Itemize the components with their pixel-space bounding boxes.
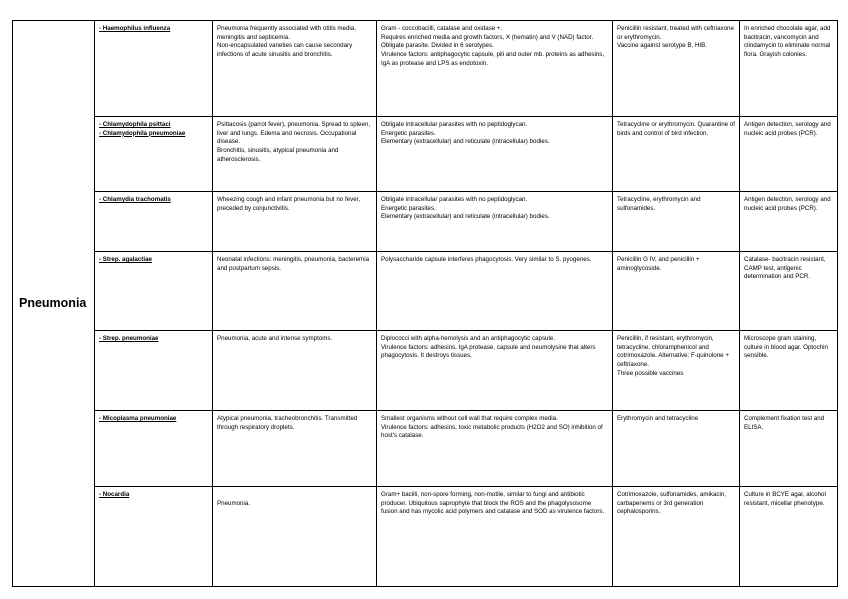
table-row: [13, 411, 838, 487]
cell-text: - Strep. agalactiae: [99, 256, 152, 263]
cell-text: Pneumonia frequently associated with otitis media, meningitis and septicemia.: [217, 25, 358, 41]
cell-text: [217, 491, 372, 500]
disease-cell: [213, 192, 377, 252]
cell-text: Antigen detection, serology and nucleic acid probes (PCR).: [744, 196, 833, 212]
cell-text: Catalase- bacitracin resistant, CAMP test, antigenic determination and PCR.: [744, 256, 828, 281]
cell-text: Non-encapsulated varieties can cause secondary infections of acute sinusitis and bronchitis.: [217, 42, 354, 59]
cell-text: Gram - coccobacilli, catalase and oxidase +.: [381, 25, 503, 32]
table-row: [13, 331, 838, 411]
cell-text: Obligate intracellular parasites with no peptidoglycan.: [381, 196, 528, 203]
cell-text: Polysaccharide capsule interferes phagocytosis. Very similar to S. pyogenes.: [381, 256, 592, 263]
characteristics-cell: [377, 21, 613, 117]
cell-text: - Nocardia: [99, 491, 130, 498]
treatment-cell: [613, 192, 740, 252]
cell-text: Antigen detection, serology and nucleic acid probes (PCR).: [744, 121, 833, 137]
diagnosis-cell: [740, 411, 838, 487]
cell-text: Requires enriched media and growth factors, X (hematin) and V (NAD) factor.: [381, 33, 594, 41]
cell-text: Elementary (extracellular) and reticulate (intracellular) bodies.: [381, 138, 550, 146]
cell-text: Bronchitis, sinusitis, atypical pneumonia and atherosclerosis.: [217, 147, 341, 163]
organism-cell: [95, 487, 213, 587]
pneumonia-table: [12, 20, 838, 587]
cell-text: Energetic parasites.: [381, 204, 436, 212]
cell-text: - Haemophilus influenza: [99, 25, 171, 32]
organism-cell: [95, 252, 213, 331]
organism-cell: [95, 192, 213, 252]
diagnosis-cell: [740, 487, 838, 587]
characteristics-cell: [377, 487, 613, 587]
diagnosis-cell: [740, 21, 838, 117]
cell-text: Pneumonia.: [217, 499, 251, 507]
diagnosis-cell: [740, 331, 838, 411]
cell-text: - Strep. pneumoniae: [99, 335, 159, 342]
cell-text: Energetic parasites.: [381, 129, 436, 137]
cell-text: Atypical pneumonia, tracheobronchitis. Transmitted through respiratory droplets.: [217, 415, 360, 431]
cell-text: Neonatal infections: meningitis, pneumonia, bacteremia and postpartum sepsis.: [217, 256, 371, 272]
category-label: Pneumonia: [13, 21, 95, 587]
cell-text: Tetracycline or erythromycin. Quarantine of birds and control of bird infection.: [617, 121, 737, 137]
disease-cell: [213, 487, 377, 587]
cell-text: Elementary (extracellular) and reticulate (intracellular) bodies.: [381, 213, 550, 221]
cell-text: Diplococci with alpha-hemolysis and an antiphagocytic capsule.: [381, 335, 556, 342]
diagnosis-cell: [740, 117, 838, 192]
organism-cell: [95, 117, 213, 192]
disease-cell: [213, 117, 377, 192]
treatment-cell: [613, 487, 740, 587]
treatment-cell: [613, 411, 740, 487]
table-row: [13, 252, 838, 331]
treatment-cell: [613, 117, 740, 192]
characteristics-cell: [377, 117, 613, 192]
cell-text: Complement fixation test and ELISA.: [744, 415, 826, 431]
cell-text: Virulence factors: antiphagocytic capsule, pili and outer mb. proteins as adhesins, IgA as protease and LPS as endotoxin.: [381, 51, 606, 67]
disease-cell: [213, 252, 377, 331]
table-row: [13, 192, 838, 252]
cell-text: Gram+ bacilli, non-spore forming, non-motile, similar to fungi and antibiotic producer. Ubiquitous saprophyte that block the ROS and the phagolysosome fusion and has mycolic acid polymers and catalase and SOD as virulence factors.: [381, 491, 605, 516]
cell-text: Vaccine against serotype B, HIB.: [617, 42, 707, 50]
characteristics-cell: [377, 331, 613, 411]
cell-text: - Chlamydophila psittaci: [99, 121, 171, 128]
characteristics-cell: [377, 252, 613, 331]
cell-text: Tetracycline, erythromycin and sulfonamides.: [617, 196, 703, 212]
treatment-cell: [613, 331, 740, 411]
disease-cell: [213, 331, 377, 411]
characteristics-cell: [377, 192, 613, 252]
cell-text: Obligate intracellular parasites with no peptidoglycan.: [381, 121, 528, 128]
organism-cell: [95, 21, 213, 117]
cell-text: Penicillin resistant, treated with ceftriaxone or erythromycin.: [617, 25, 736, 41]
cell-text: - Chlamydophila pneumoniae: [99, 129, 186, 137]
disease-cell: [213, 411, 377, 487]
cell-text: Culture in BCYE agar, alcohol resistant, micellar phenotype.: [744, 491, 828, 507]
diagnosis-cell: [740, 192, 838, 252]
cell-text: Wheezing cough and infant pneumonia but no fever, preceded by conjunctivitis.: [217, 196, 362, 212]
cell-text: Virulence factors: adhesins, toxic metabolic products (H2O2 and SO) inhibition of host's catalase.: [381, 423, 605, 440]
diagnosis-cell: [740, 252, 838, 331]
cell-text: Penicillin, if resistant, erythromycin, tetracycline, chloramphenicol and cotrimoxazole. Alternative: F-quinolone + ceftriaxone.: [617, 335, 731, 369]
organism-cell: [95, 331, 213, 411]
cell-text: Virulence factors: adhesins, IgA protease, capsule and neumolysine that alters phagocytosis. It destroys tissues.: [381, 343, 598, 360]
cell-text: Microscope gram staining, culture in blood agar. Optochin sensible.: [744, 335, 830, 360]
disease-cell: [213, 21, 377, 117]
table-row: [13, 487, 838, 587]
characteristics-cell: [377, 411, 613, 487]
table-row: [13, 117, 838, 192]
table-row: [13, 21, 838, 117]
cell-text: - Chlamydia trachomatis: [99, 196, 171, 203]
cell-text: Obligate parasite. Divided in 6 serotypes.: [381, 42, 494, 50]
cell-text: Cotrimoxazole, sulfonamides, amikacin, carbapenems or 3rd generation cephalosporins.: [617, 491, 728, 516]
cell-text: - Micoplasma pneumoniae: [99, 415, 177, 422]
treatment-cell: [613, 21, 740, 117]
organism-cell: [95, 411, 213, 487]
cell-text: In enriched chocolate agar, add bacitracin, vancomycin and clindamycin to eliminate normal flora. Grayish colonies.: [744, 25, 833, 59]
cell-text: Pneumonia, acute and intense symptoms.: [217, 335, 333, 342]
cell-text: Three possible vaccines: [617, 369, 684, 377]
cell-text: Erythromycin and tetracycline: [617, 415, 699, 422]
cell-text: Psittacosis (parrot fever), pneumonia. Spread to spleen, liver and lungs. Edema and necrosis. Occupational disease.: [217, 121, 372, 146]
cell-text: Smallest organisms without cell wall that require complex media.: [381, 415, 558, 422]
cell-text: Penicillin G IV, and penicillin + aminoglycoside.: [617, 256, 702, 272]
treatment-cell: [613, 252, 740, 331]
